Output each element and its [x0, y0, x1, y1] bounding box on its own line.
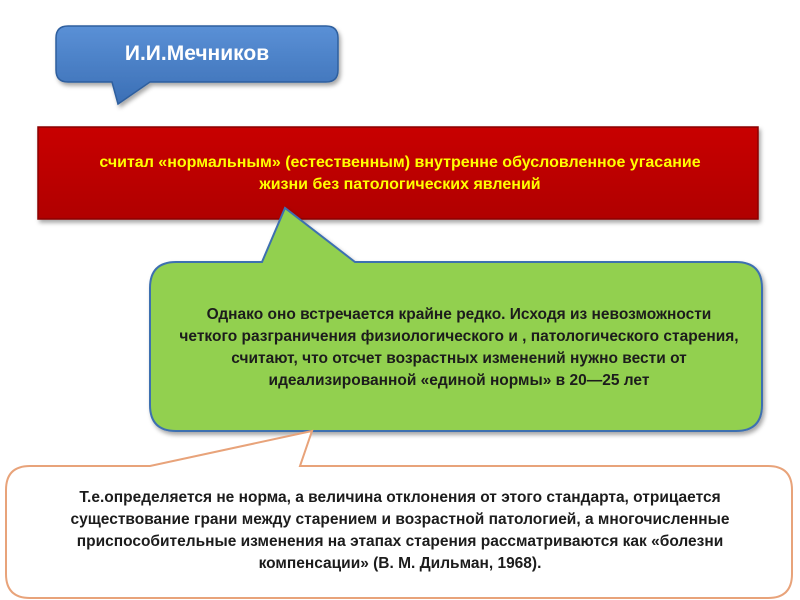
author-name: И.И.Мечников [124, 42, 270, 65]
conclusion-text: Т.е.определяется не норма, а величина отклонения от этого стандарта, отрицается существование грани между старением и возрастной патологией, а многочисленные приспособительные изменения на этапах старения рассматриваются как «болезни компенсации» (В. М. Дильман, 1968). [70, 489, 730, 572]
statement-text: считал «нормальным» (естественным) внутренне обусловленное угасание жизни без патологических явлений [99, 154, 701, 193]
note-text: Однако оно встречается крайне редко. Исходя из невозможности четкого разграничения физиологического и , патологического старения, считают, что отсчет возрастных изменений нужно вести от идеализированной «единой нормы» в 20—25 лет [179, 306, 739, 389]
